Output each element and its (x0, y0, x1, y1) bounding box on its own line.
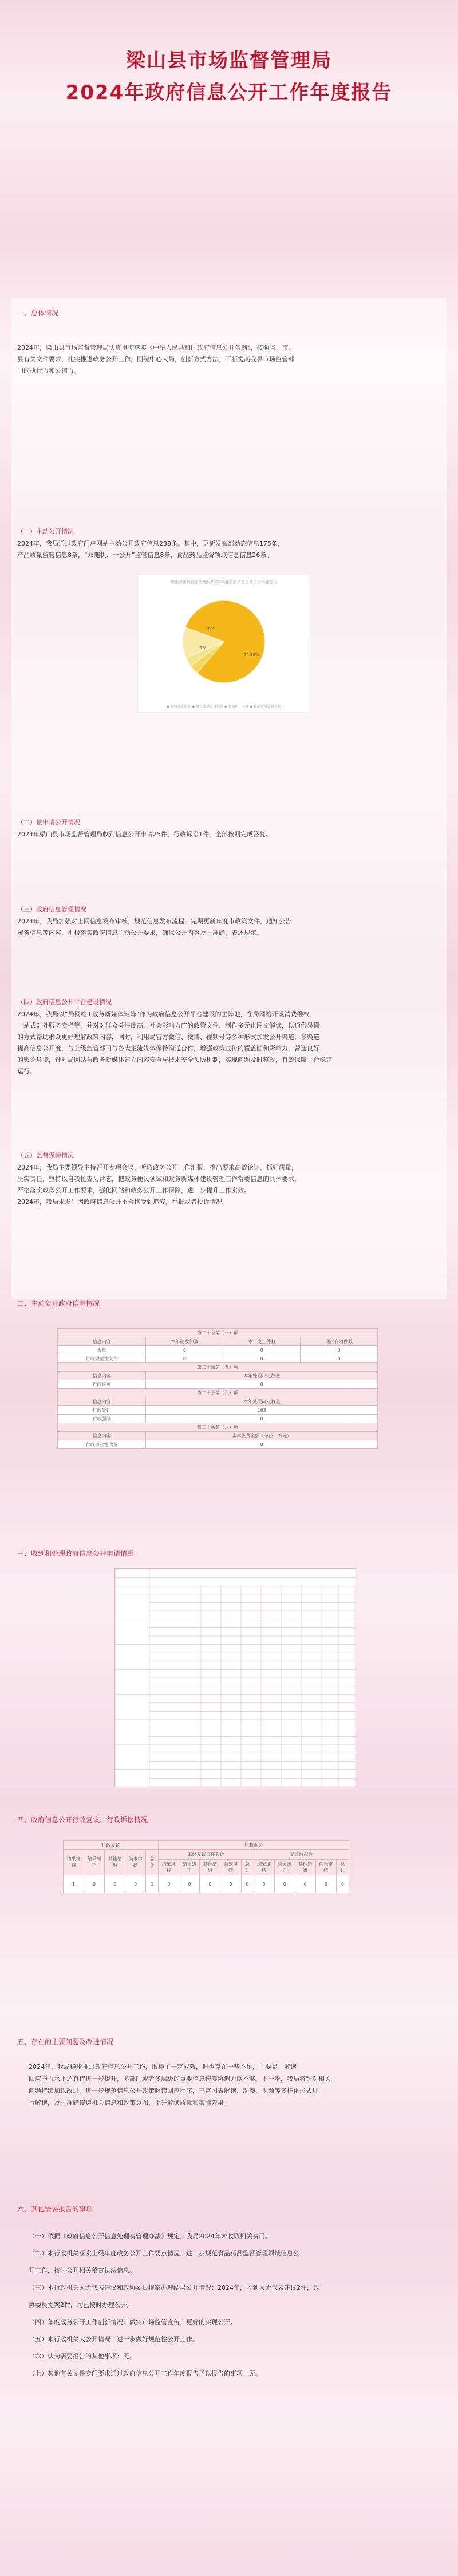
table-cell: 行政许可 (58, 1380, 146, 1389)
table-cell: 0 (179, 1875, 200, 1893)
col-direct-suit: 未经复议直接起诉 (159, 1850, 254, 1860)
section-6-heading: 六、其他需要报告的事项 (17, 2205, 93, 2213)
table-cell: 行政事业性收费 (58, 1440, 146, 1449)
table-cell: 0 (105, 1875, 125, 1893)
pie-label: 74.36% (244, 653, 259, 657)
table-cell: 0 (220, 1875, 241, 1893)
sub-col: 尚未审结 (315, 1859, 336, 1875)
table-section-label: 第二十条第（一）项 (58, 1329, 378, 1337)
table-cell: 1 (146, 1875, 159, 1893)
table-cell: 163 (146, 1406, 378, 1415)
section-6-text: （一）依据《政府信息公开信息处理费管理办法》规定，我局2024年未收取相关费用。 （二）本行政机关落实上级年度政务公开工作要点情况：进一步规范食品药品监督管理领域信息公 开工作，按时公开相关稽查执法信息。 （三）本行政机关人大代表建议和政协委员提案办理结果公开情况：2024年，收到人大代表建议2件，政 协委员提案2件，均已按时办理公开。 （四）年度政务公开工作创新情况：做实市场监管宣传，更好的实现公开。 （五）本行政机关大公开情况：进一步做好规范性公开工作。 （六）认为需要报告的其他事项：无。 （七）其他有关文件专门要求通过政府信息公开工作年度报告予以报告的事项：无。 (29, 2233, 319, 2377)
table-cell: 0 (146, 1354, 223, 1363)
table-row (58, 1397, 378, 1406)
table-cell: 0 (84, 1875, 105, 1893)
review-header: 行政复议 (64, 1841, 159, 1850)
subsection-4-title: （四）政府信息公开平台建设情况 (17, 998, 112, 1006)
table-cell: 0 (301, 1354, 378, 1363)
active-disclosure-table (57, 1328, 378, 1449)
section-1-heading: 一、总体情况 (17, 309, 59, 317)
table-cell: 0 (125, 1875, 146, 1893)
sub-col: 其他结果 (295, 1859, 315, 1875)
table-cell: 信息内容 (58, 1432, 146, 1440)
table-row (58, 1406, 378, 1415)
subsection-2-text: 2024年梁山县市场监督管理局收到信息公开申请25件，行政诉讼1件，全部按期完成答复。 (17, 831, 272, 838)
pie-label: 19% (206, 627, 215, 631)
col-correct: 结果纠正 (84, 1850, 105, 1875)
table-section-label: 第二十条第（八）项 (58, 1423, 378, 1432)
table-row (58, 1432, 378, 1440)
sub-col: 结果维持 (159, 1859, 179, 1875)
table-cell: 0 (274, 1875, 295, 1893)
table-row (58, 1354, 378, 1363)
table-row (58, 1329, 378, 1337)
table-cell: 0 (301, 1346, 378, 1354)
sub-col: 总计 (336, 1859, 349, 1875)
table-cell: 0 (241, 1875, 254, 1893)
pie-chart (138, 587, 310, 696)
table-cell: 0 (336, 1875, 349, 1893)
table-cell: 行政规范性文件 (58, 1354, 146, 1363)
table-row (58, 1337, 378, 1346)
col-maintain: 结果维持 (64, 1850, 84, 1875)
subsection-3-title: （三）政府信息管理情况 (17, 906, 86, 913)
title-line-1: 梁山县市场监督管理局 (126, 49, 332, 72)
table-cell: 本年处理决定数量 (146, 1372, 378, 1380)
review-litigation-table (63, 1840, 349, 1893)
subsection-5-text: 2024年，我局主要领导主持召开专项会议，听取政务公开工作汇报，提出要求高效论证、抓好质量， 压实责任，坚持以自我检查为常态，把政务便民领域和政务新媒体建设管理工作常要信息的具体要求， 严格落实政务公开工作要求，强化网站和政务公开工作保障，进一步提升工作实效。 2024年，我局未发生因政府信息公开不合格受到追究，举报或者投诉情况。 (17, 1164, 301, 1206)
subsection-2-title: （二）依申请公开情况 (17, 819, 80, 826)
table-cell: 0 (295, 1875, 315, 1893)
subsection-4-text: 2024年，我局以“局网站+政务新媒体矩阵”作为政府信息公开平台建设的主阵地，在局网站开设消费维权、 一站式对外服务专栏等，并对对群众关注度高、社会影响力广的政策文件、制作多元化图文解读，以通俗易懂 的方式帮助群众更好理解政策内容，同时，利用局官方微信、微博、视频号等多种形式加发公开渠道，多渠道 提高信息公开度，与上级监管部门与各大主流媒体保持沟通合作，增强政策宣传的覆盖面和影响力，营造良好 的舆论环境，针对局网站与政务新媒体建立内容安全与技术安全预防机制，实现问题及时整改，有效保障平台稳定 运行。 (17, 1010, 332, 1075)
sub-col: 尚未审结 (220, 1859, 241, 1875)
table-row (58, 1380, 378, 1389)
sub-col: 其他结果 (200, 1859, 220, 1875)
table-section-label: 第二十条第（五）项 (58, 1363, 378, 1372)
section-1-card (11, 298, 447, 1299)
application-table-grid (115, 1569, 356, 1787)
pie-label: 7% (200, 646, 207, 650)
sub-col: 结果纠正 (274, 1859, 295, 1875)
table-cell: 0 (146, 1346, 223, 1354)
subsection-5-title: （五）监督保障情况 (17, 1152, 74, 1159)
col-pending: 尚未审结 (125, 1850, 146, 1875)
table-row (64, 1875, 349, 1893)
litigation-header: 行政诉讼 (159, 1841, 349, 1850)
table-cell: 信息内容 (58, 1397, 146, 1406)
table-cell: 规章 (58, 1346, 146, 1354)
table-row (58, 1423, 378, 1432)
col-other: 其他结果 (105, 1850, 125, 1875)
subsection-1-title: （一）主动公开情况 (17, 528, 74, 535)
sub-col: 结果维持 (254, 1859, 274, 1875)
col-after-review: 复议后起诉 (254, 1850, 349, 1860)
subsection-1-text: 2024年，我局通过政府门户网站主动公开政府信息238条。其中，更新发布部动态信息175条， 产品质量监管信息8条，“双随机、一公开”监管信息8条，食品药品监督领域信息信息26条。 (17, 540, 284, 559)
table-cell: 本年收费金额（单位：万元） (146, 1432, 378, 1440)
table-cell: 0 (159, 1875, 179, 1893)
table-row (58, 1372, 378, 1380)
table-row (58, 1440, 378, 1449)
table-row (58, 1415, 378, 1423)
table-row (58, 1363, 378, 1372)
table-cell: 本年制发件数 (146, 1337, 223, 1346)
table-row (58, 1346, 378, 1354)
table-cell: 0 (146, 1440, 378, 1449)
table-cell: 行政处罚 (58, 1406, 146, 1415)
sub-col: 总计 (241, 1859, 254, 1875)
subsection-3-text: 2024年，我局加强对上网信息发布审核，规范信息发布流程，完期更新年度市政策文件，通知公告、 履务信息等内容，积极落实政府信息主动公开要求，确保公开内容及时准确、表述规范。 (17, 918, 298, 937)
table-cell: 0 (315, 1875, 336, 1893)
table-cell: 0 (146, 1415, 378, 1423)
table-section-label: 第二十条第（六）项 (58, 1389, 378, 1397)
pie-chart-box (137, 574, 310, 713)
section-5-heading: 五、存在的主要问题及改进情况 (17, 2038, 114, 2046)
section-4-heading: 四、政府信息公开行政复议、行政诉讼情况 (17, 1816, 148, 1824)
section-2-heading: 二、主动公开政府信息情况 (17, 1299, 100, 1307)
section-5-text: 2024年，我局稳步推进政府信息公开工作，取得了一定成效，但也存在一些不足，主要是：解读 回应能力水平还有待进一步提升，多部门或者多层级的重要信息统筹协调力度不够。下一步，我局将针对相关 问题持续加以改进，进一步规范信息公开政策解读回应程序，丰富图表解读、动漫、视频等多样化形式进 行解读，及时准确传递机关信息和政策意图，提升解读质量和实际效果。 (29, 2063, 331, 2107)
table-cell: 1 (64, 1875, 84, 1893)
col-total: 总计 (146, 1850, 159, 1875)
pie-legend: ◆ 政府动态信息 ◆ 信息质量监督信息 ◆ 双随机一公开 ◆ 食品药品监督信息 (167, 705, 281, 709)
application-table (114, 1568, 356, 1787)
title-line-2: 2024年政府信息公开工作年度报告 (65, 81, 393, 104)
table-cell: 0 (146, 1380, 378, 1389)
table-cell: 0 (200, 1875, 220, 1893)
table-cell: 本年处理决定数量 (146, 1397, 378, 1406)
table-cell: 0 (223, 1354, 301, 1363)
pie-chart-title: 梁山县市场监督管理局2024年度政府信息公开工作年度报告 (171, 580, 277, 584)
section-1-intro: 2024年，梁山县市场监督管理局认真贯彻落实《中华人民共和国政府信息公开条例》，按照省、市、 县有关文件要求，扎实推进政务公开工作，围绕中心大局，创新方式方法，不断提高我县市场监管部 门的执行力和公信力。 (17, 344, 295, 374)
sub-col: 结果纠正 (179, 1859, 200, 1875)
table-row (58, 1389, 378, 1397)
table-cell: 0 (223, 1346, 301, 1354)
table-cell: 行政强制 (58, 1415, 146, 1423)
table-cell: 信息内容 (58, 1372, 146, 1380)
table-cell: 本年废止件数 (223, 1337, 301, 1346)
section-3-heading: 三、收到和处理政府信息公开申请情况 (17, 1550, 135, 1558)
table-cell: 信息内容 (58, 1337, 146, 1346)
table-cell: 现行有效件数 (301, 1337, 378, 1346)
table-cell: 0 (254, 1875, 274, 1893)
